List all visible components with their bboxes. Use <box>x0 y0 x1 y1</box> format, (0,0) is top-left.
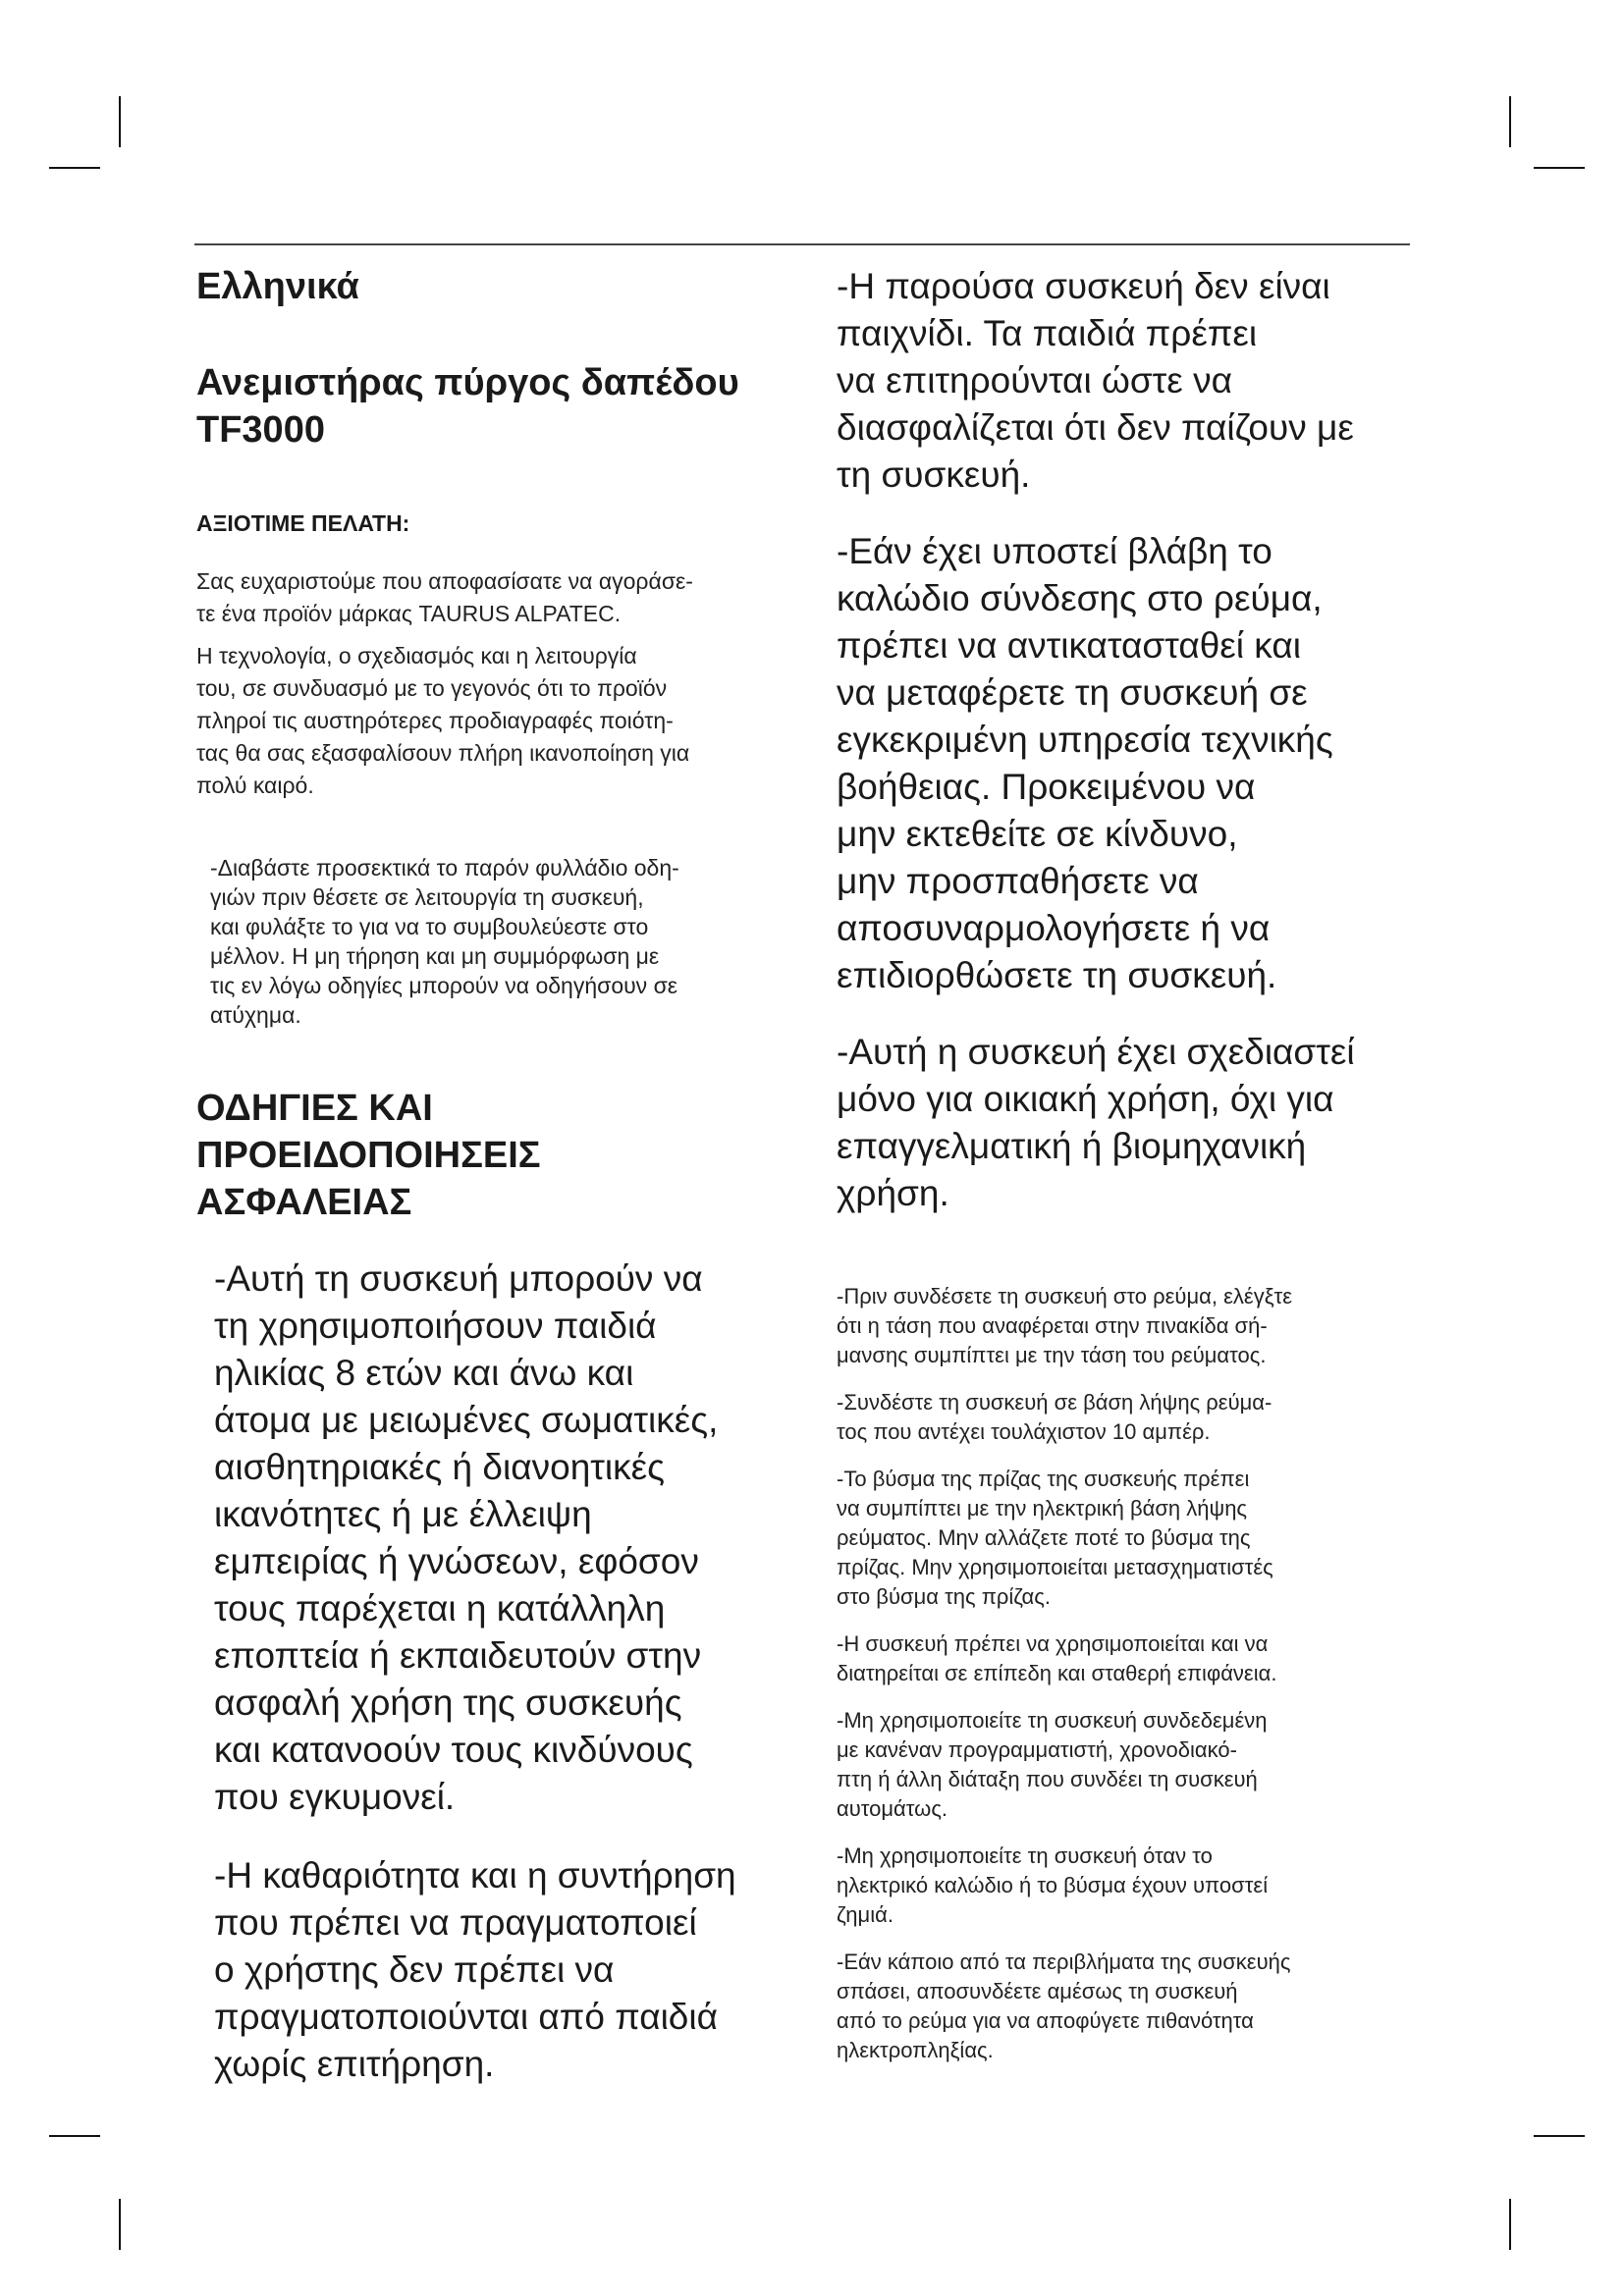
safety-note-damaged-plug: -Μη χρησιμοποιείτε τη συσκευή όταν το ηλεκτρικό καλώδιο ή το βύσμα έχουν υποστεί ζημιά. <box>837 1843 1269 1927</box>
intro-paragraph-technology: Η τεχνολογία, ο σχεδιασμός και η λειτουργία του, σε συνδυασμό με το γεγονός ότι το προϊόν πληροί τις αυστηρότερες προδιαγραφές ποιότη- τας θα σας εξασφαλίσουν πλήρη ικανοποίηση για πολύ καιρό. <box>196 643 690 798</box>
read-instructions-warning: -Διαβάστε προσεκτικά το παρόν φυλλάδιο οδη- γιών πριν θέσετε σε λειτουργία τη συσκευή, και φυλάξτε το για να το συμβουλεύεστε στο μέλλον. Η μη τήρηση και μη συμμόρφωση με τις εν λόγω οδηγίες μπορούν να οδηγήσουν σε ατύχημα. <box>210 855 679 1028</box>
greeting: ΑΞΙΟΤΙΜΕ ΠΕΛΑΤΗ: <box>196 510 410 536</box>
product-title: Ανεμιστήρας πύργος δαπέδου TF3000 <box>196 362 739 451</box>
crop-mark-bottom-left-horizontal <box>49 2135 100 2137</box>
language-heading: Ελληνικά <box>196 266 359 307</box>
crop-mark-top-right-horizontal <box>1534 167 1585 169</box>
crop-mark-top-right-vertical <box>1509 96 1511 147</box>
safety-item-household-use: -Αυτή η συσκευή έχει σχεδιαστεί μόνο για οικιακή χρήση, όχι για επαγγελματική ή βιομηχανική χρήση. <box>837 1032 1355 1213</box>
left-column <box>196 263 805 2088</box>
crop-mark-bottom-right-horizontal <box>1534 2135 1585 2137</box>
safety-note-socket: -Συνδέστε τη συσκευή σε βάση λήψης ρεύμα- τος που αντέχει τουλάχιστον 10 αμπέρ. <box>837 1390 1272 1444</box>
safety-note-voltage: -Πριν συνδέσετε τη συσκευή στο ρεύμα, ελέγξτε ότι η τάση που αναφέρεται στην πινακίδα σή- μανσης συμπίπτει με την τάση του ρεύματος. <box>837 1284 1293 1367</box>
right-column <box>837 263 1426 2065</box>
safety-item-children-age: -Αυτή τη συσκευή μπορούν να τη χρησιμοποιήσουν παιδιά ηλικίας 8 ετών και άνω και άτομα με μειωμένες σωματικές, αισθητηριακές ή διανοητικές ικανότητες ή με έλλειψη εμπειρίας ή γνώσεων, εφόσον τους παρέχεται η κατάλληλη εποπτεία ή εκπαιδευτούν στην ασφαλή χρήση της συσκευής και κατανοούν τους κινδύνους που εγκυμονεί. <box>214 1258 719 1817</box>
intro-paragraph-thanks: Σας ευχαριστούμε που αποφασίσατε να αγοράσε- τε ένα προϊόν μάρκας TAURUS ALPATEC. <box>196 568 693 626</box>
safety-note-surface: -Η συσκευή πρέπει να χρησιμοποιείται και να διατηρείται σε επίπεδη και σταθερή επιφάνεια. <box>837 1631 1277 1685</box>
crop-mark-top-left-vertical <box>119 96 121 147</box>
safety-note-plug: -Το βύσμα της πρίζας της συσκευής πρέπει να συμπίπτει με την ηλεκτρική βάση λήψης ρεύματος. Μην αλλάζετε ποτέ το βύσμα της πρίζας. Μην χρησιμοποιείται μετασχηματιστές στο βύσμα της πρίζας. <box>837 1467 1273 1609</box>
safety-section-title: ΟΔΗΓΙΕΣ ΚΑΙ ΠΡΟΕΙΔΟΠΟΙΗΣΕΙΣ ΑΣΦΑΛΕΙΑΣ <box>196 1088 541 1223</box>
safety-item-not-a-toy: -Η παρούσα συσκευή δεν είναι παιχνίδι. Τα παιδιά πρέπει να επιτηρούνται ώστε να διασφαλίζεται ότι δεν παίζουν με τη συσκευή. <box>837 266 1354 495</box>
safety-note-broken-casing: -Εάν κάποιο από τα περιβλήματα της συσκευής σπάσει, αποσυνδέετε αμέσως τη συσκευή από το ρεύμα για να αποφύγετε πιθανότητα ηλεκτροπληξίας. <box>837 1949 1291 2062</box>
safety-item-damaged-cable: -Εάν έχει υποστεί βλάβη το καλώδιο σύνδεσης στο ρεύμα, πρέπει να αντικατασταθεί και να μεταφέρετε τη συσκευή σε εγκεκριμένη υπηρεσία τεχνικής βοήθειας. Προκειμένου να μην εκτεθείτε σε κίνδυνο, μην προσπαθήσετε να αποσυναρμολογήσετε ή να επιδιορθώσετε τη συσκευή. <box>837 531 1333 995</box>
top-rule <box>194 243 1410 245</box>
safety-note-timer: -Μη χρησιμοποιείτε τη συσκευή συνδεδεμένη με κανέναν προγραμματιστή, χρονοδιακό- πτη ή άλλη διάταξη που συνδέει τη συσκευή αυτομάτως. <box>837 1708 1268 1821</box>
safety-item-cleaning: -Η καθαριότητα και η συντήρηση που πρέπει να πραγματοποιεί ο χρήστης δεν πρέπει να πραγματοποιούνται από παιδιά χωρίς επιτήρηση. <box>214 1855 736 2084</box>
crop-mark-top-left-horizontal <box>49 167 100 169</box>
crop-mark-bottom-right-vertical <box>1509 2199 1511 2250</box>
crop-mark-bottom-left-vertical <box>119 2199 121 2250</box>
